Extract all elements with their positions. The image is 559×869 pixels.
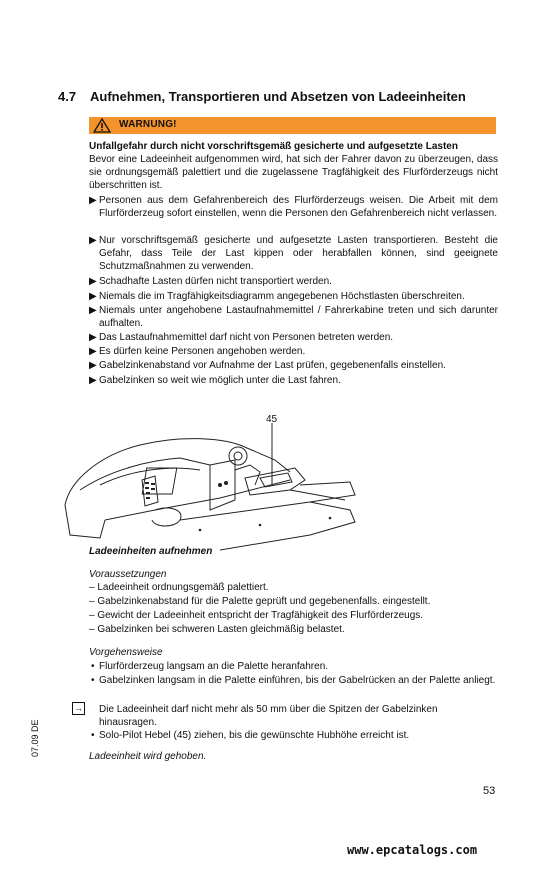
figure-callout-label: 45 [266,414,278,425]
warning-item: ▶ Gabelzinkenabstand vor Aufnahme der Last prüfen, gegebenenfalls einstellen. [89,360,446,371]
prerequisite-item: – Ladeeinheit ordnungsgemäß palettiert. [89,582,269,593]
prerequisite-item: – Gabelzinken bei schweren Lasten gleichmäßig belastet. [89,624,345,635]
revision-date: 07.09 DE [30,719,40,757]
warning-item: ▶ Es dürfen keine Personen angehoben werden. [89,346,306,357]
arrow-bullet-icon: ▶ [89,291,97,302]
prerequisite-item: – Gabelzinkenabstand für die Palette geprüft und gegebenenfalls. eingestellt. [89,596,431,607]
procedure-step: • Flurförderzeug langsam an die Palette heranfahren. [91,661,329,672]
arrow-bullet-icon: ▶ [89,332,97,343]
figure-caption: Ladeeinheiten aufnehmen [89,546,213,557]
arrow-bullet-icon: ▶ [89,375,97,386]
prerequisite-item: – Gewicht der Ladeeinheit entspricht der Tragfähigkeit des Flurförderzeugs. [89,610,424,621]
arrow-bullet-icon: ▶ [89,346,97,357]
procedure-step: • Solo-Pilot Hebel (45) ziehen, bis die gewünschte Hubhöhe erreicht ist. [91,730,410,741]
warning-item: ▶ Das Lastaufnahmemittel darf nicht von Personen betreten werden. [89,332,394,343]
warning-heading: Unfallgefahr durch nicht vorschriftsgemäß gesicherte und aufgesetzte Lasten [89,141,458,152]
arrow-bullet-icon: ▶ [89,360,97,371]
note-arrow-icon: → [74,703,83,713]
arrow-bullet-icon: ▶ [89,235,97,246]
procedure-step: • Gabelzinken langsam in die Palette einführen, bis der Gabelrücken an der Palette anliegt. [91,675,496,686]
page-number: 53 [483,785,496,797]
watermark: www.epcatalogs.com [347,843,478,857]
warning-item: ▶ Niemals die im Tragfähigkeitsdiagramm angegebenen Höchstlasten überschreiten. [89,291,465,302]
warning-triangle-icon [93,118,111,133]
warning-item: ▶ Personen aus dem Gefahrenbereich des Flurförderzeugs weisen. Die Arbeit mit dem Flurförderzeug sofort einstellen, wenn die Personen den Gefahrenbereich nicht verlassen. [89,195,498,219]
warning-item: ▶ Nur vorschriftsgemäß gesicherte und aufgesetzte Lasten transportieren. Besteht die Gefahr, dass Teile der Last kippen oder herabfallen können, sind geeignete Schutzmaßnahmen zu verwenden. [89,235,498,272]
arrow-bullet-icon: ▶ [89,276,97,287]
section-title: Aufnehmen, Transportieren und Absetzen von Ladeeinheiten [90,89,466,104]
warning-item: ▶ Gabelzinken so weit wie möglich unter die Last fahren. [89,375,341,386]
warning-item: ▶ Schadhafte Lasten dürfen nicht transportiert werden. [89,276,332,287]
procedure-heading: Vorgehensweise [89,647,163,658]
arrow-bullet-icon: ▶ [89,305,97,316]
warning-intro: Bevor eine Ladeeinheit aufgenommen wird, hat sich der Fahrer davon zu überzeugen, dass sie ordnungsgemäß palettiert und die zugelassene Tragfähigkeit des Flurförderzeugs nicht überschritten ist. [89,154,498,191]
prerequisites-heading: Voraussetzungen [89,569,167,580]
section-number: 4.7 [58,89,77,104]
warning-banner [89,117,496,134]
procedure-note: Die Ladeeinheit darf nicht mehr als 50 mm über die Spitzen der Gabelzinken hinausragen. [99,704,438,728]
warning-label: WARNUNG! [119,119,177,130]
procedure-result: Ladeeinheit wird gehoben. [89,751,207,762]
warning-item: ▶ Niemals unter angehobene Lastaufnahmemittel / Fahrerkabine treten und sich darunter aufhalten. [89,305,498,329]
forklift-control-illustration [60,410,360,555]
arrow-bullet-icon: ▶ [89,195,97,206]
